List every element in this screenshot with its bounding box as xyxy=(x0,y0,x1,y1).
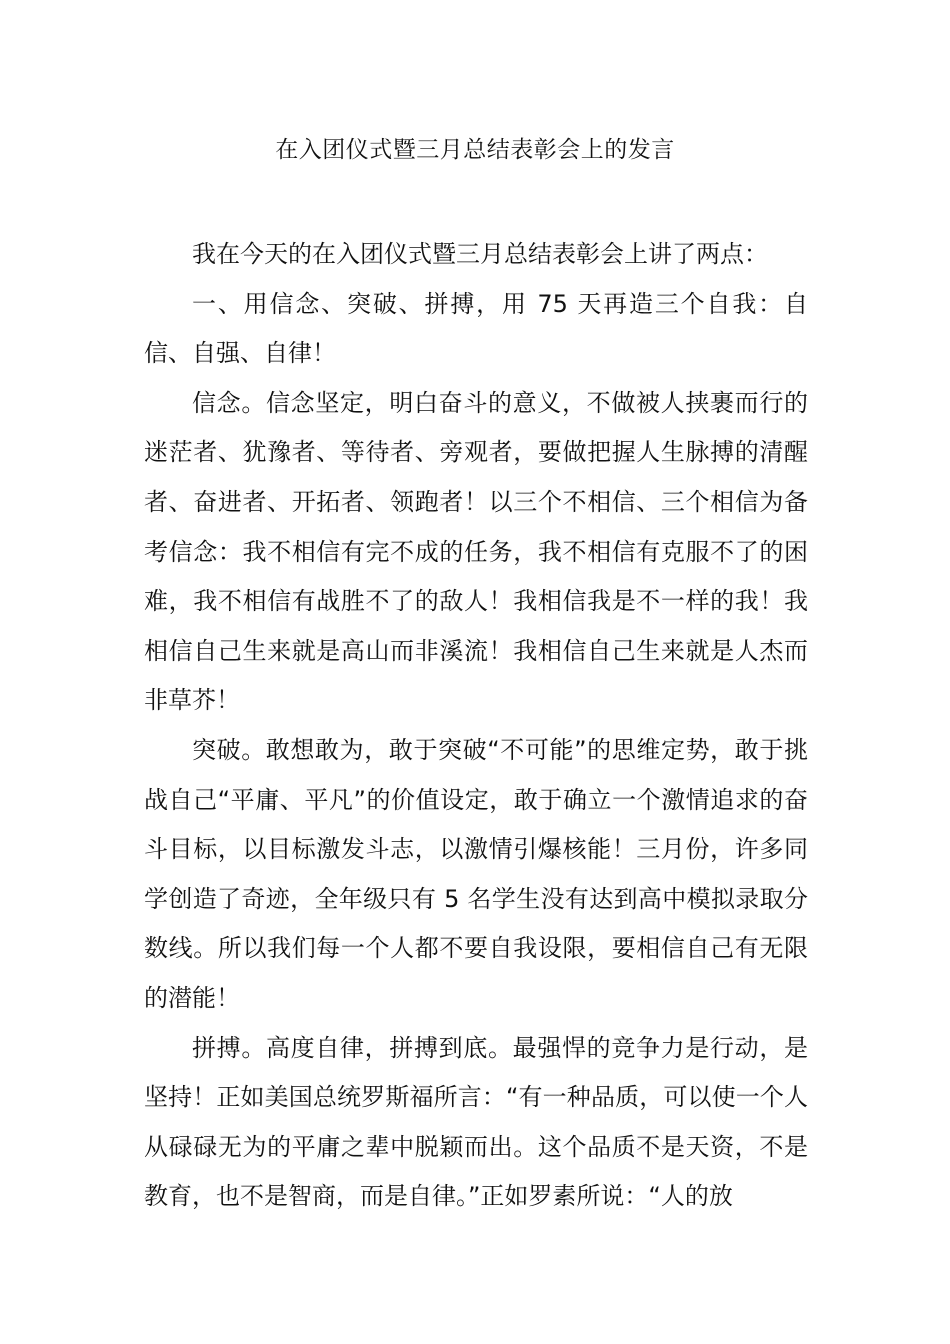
paragraph-intro: 我在今天的在入团仪式暨三月总结表彰会上讲了两点： xyxy=(192,240,768,268)
paragraph-point-one: 一、用信念、突破、拼搏，用 75 天再造三个自我：自信、自强、自律！ xyxy=(144,289,808,368)
paragraph-breakthrough: 突破。敢想敢为，敢于突破“不可能”的思维定势，敢于挑战自己“平庸、平凡”的价值设定，敢于确立一个激情追求的奋斗目标，以目标激发斗志，以激情引爆核能！三月份，许多同学创造了奇迹，全年级只有 5 名学生没有达到高中模拟录取分数线。所以我们每一个人都不要自我设限，要相信自己有无限的潜能！ xyxy=(144,735,808,1012)
page-title: 在入团仪式暨三月总结表彰会上的发言 xyxy=(275,137,675,163)
paragraph-belief: 信念。信念坚定，明白奋斗的意义，不做被人挟裹而行的迷茫者、犹豫者、等待者、旁观者，要做把握人生脉搏的清醒者、奋进者、开拓者、领跑者！以三个不相信、三个相信为备考信念：我不相信有完不成的任务，我不相信有克服不了的困难，我不相信有战胜不了的敌人！我相信我是不一样的我！我相信自己生来就是高山而非溪流！我相信自己生来就是人杰而非草芥！ xyxy=(144,388,808,715)
document-body xyxy=(144,230,808,1222)
paragraph-struggle: 拼搏。高度自律，拼搏到底。最强悍的竞争力是行动，是坚持！正如美国总统罗斯福所言：“有一种品质，可以使一个人从碌碌无为的平庸之辈中脱颖而出。这个品质不是天资，不是教育，也不是智商，而是自律。”正如罗素所说：“人的放 xyxy=(144,1033,808,1211)
